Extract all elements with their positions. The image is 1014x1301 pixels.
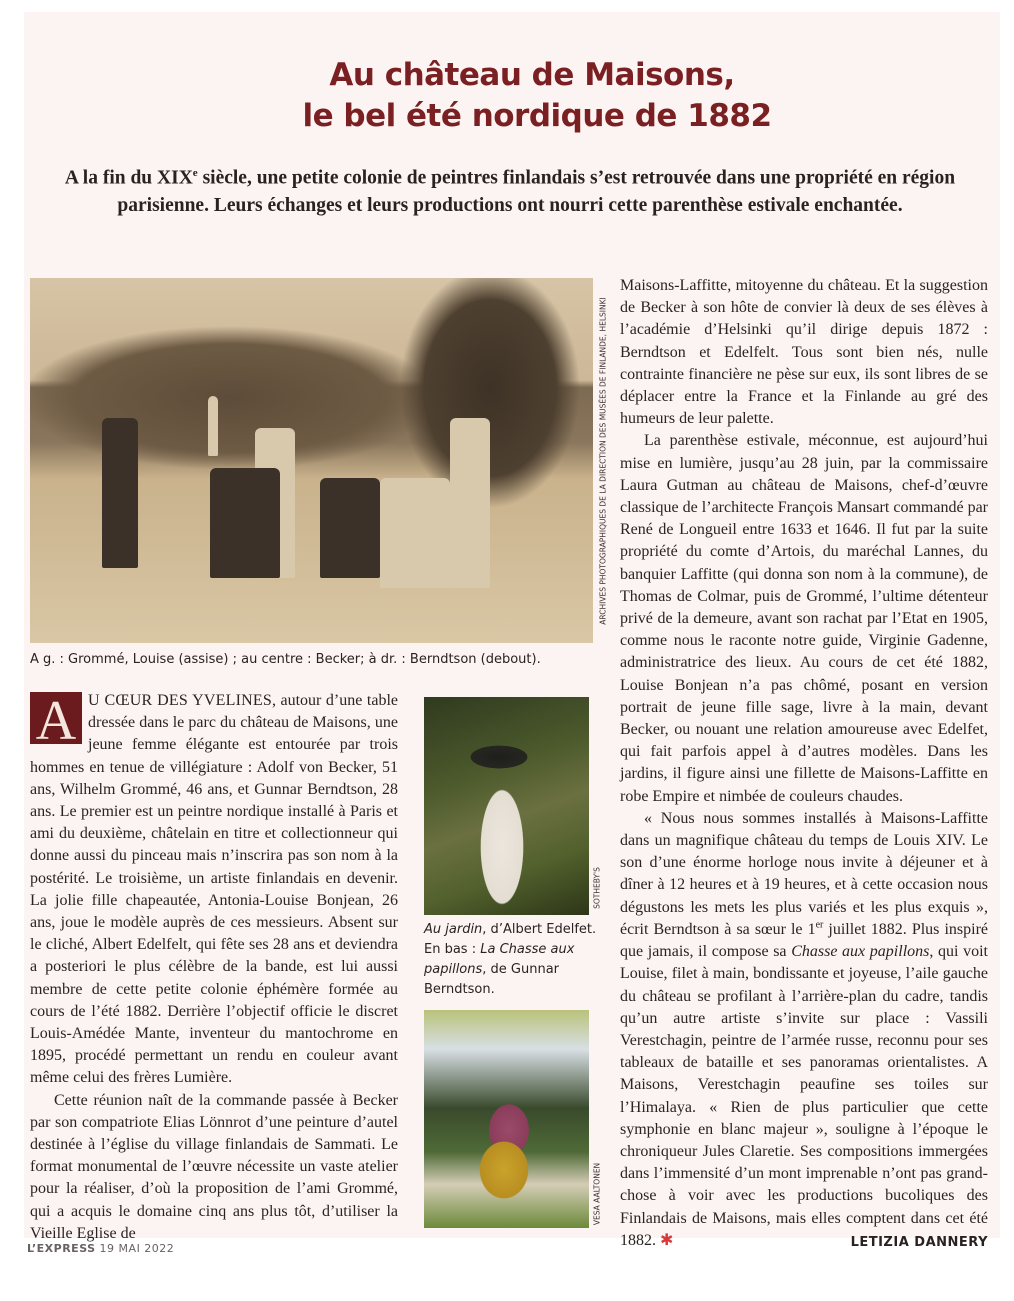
main-photo-credit-text: ARCHIVES PHOTOGRAPHIQUES DE LA DIRECTION DES MUSÉES DE FINLANDE, HELSINKI [598,296,608,625]
publication-name: L’EXPRESS [27,1242,96,1255]
caption-title-1: Au jardin [424,922,483,937]
paragraph-5-text-b: juillet 1882. Plus inspiré que jamais, il compose sa [620,920,988,961]
author-byline: LETIZIA DANNERY [850,1234,988,1250]
photo-figure-gromme [102,418,138,568]
painting-1-credit [591,860,603,915]
lede-superscript: e [192,167,198,179]
paragraph-1 [30,690,398,1090]
article-title [0,55,1014,137]
paragraph-5 [620,808,988,1252]
article-lede [40,160,980,219]
lead-caps: U CŒUR DES YVELINES [88,692,272,709]
photo-figure-louise [210,468,280,578]
lede-text-start: A la fin du [64,167,158,189]
painting-2-credit [591,1160,603,1228]
caption-title-2: La Chasse aux papillons [424,942,575,977]
painting-2-credit-text: VESA AALTONEN [592,1162,602,1226]
main-photo [30,278,593,643]
paragraph-1-text: , autour d’une table dressée dans le parc du château de Maisons, une jeune femme élégante est entourée par trois hommes en tenue de villégiature : Adolf von Becker, 51 ans, Wilhelm Grommé, 46 ans, et Gunnar Berndtson, 28 ans. Le premier est un peintre nordique installé à Paris et ami du deuxième, châtelain en titre et collectionneur qui donne aussi du pinceau mais n’inscrira pas son nom à la postérité. Le troisième, un artiste finlandais en devenir. La jolie fille chapeautée, Antonia-Louise Bonjean, 26 ans, joue le modèle auprès de ces messieurs. Absent sur le cliché, Albert Edelfelt, qui fête ses 28 ans et deviendra a posteriori le plus célèbre de la bande, est lui aussi membre de cette petite colonie éphémère formée au cours de l’été 1882. Derrière l’objectif officie le discret Louis-Amédée Mante, inventeur du mantochrome en 1895, procédé permettant un rendu en couleur avant même celui des frères Lumière. [30,692,399,1087]
publication-date: 19 MAI 2022 [95,1242,175,1255]
painting-chasse-aux-papillons [424,1010,589,1228]
caption-text-2: , de Gunnar Berndtson. [424,962,560,997]
paragraph-4: La parenthèse estivale, méconnue, est aujourd’hui mise en lumière, jusqu’au 28 juin, par la commissaire Laura Gutman au château de Maisons, chef-d’œuvre classique de l’architecte François Mansart commandé par René de Longueil entre 1633 et 1646. Il fut par la suite propriété du comte d’Artois, du maréchal Lannes, du banquier Laffitte (qui donna son nom à la commune), de Thomas de Colmar, puis de Grommé, l’ultime détenteur privé de la demeure, avant son rachat par l’Etat en 1905, comme nous le raconte notre guide, Virginie Gadenne, administratrice des lieux. Au cours de cet été 1882, Louise Bonjean n’a pas chômé, posant en version portrait de jeune fille sage, livre à la main, devant Becker, ou nouant une relation amoureuse avec Edelfet, qui fait parfois appel à d’autres modèles. Dans les jardins, il figure ainsi une fillette de Maisons-Laffitte en robe Empire et nimbée de couleurs chaudes. [620,432,988,805]
painting-title-italic: Chasse aux papillons [791,943,930,961]
photo-figure-becker [320,478,380,578]
paragraph-5-text-a: « Nous nous sommes installés à Maisons-Laffitte dans un magnifique château du temps de Louis XIV. Le son d’une énorme horloge nous invite à déjeuner et à dîner à 12 heures et à 19 heures, et à cette occasion nous dégustons les mets les plus variés et les plus exquis », écrit Berndtson à sa sœur le 1 [620,809,988,938]
body-column-right [620,275,988,1254]
photo-statue [208,396,218,456]
paragraph-3: Maisons-Laffitte, mitoyenne du château. Et la suggestion de Becker à son hôte de convier là deux de ses élèves à l’académie d’Helsinki qu’il dirige depuis 1872 : Berndtson et Edelfelt. Tous sont bien nés, nulle contrainte financière ne pèse sur eux, ils sont libres de se déplacer entre la France et la Finlande au gré des humeurs de leur palette. [620,277,988,428]
paragraph-5-text-c: , qui voit Louise, filet à main, bondissante et joyeuse, l’aile gauche du château se profilant à l’arrière-plan du cadre, tandis qu’un autre artiste s’invite sur place : Vassili Verestchagin, peintre de l’armée russe, reconnu pour ses tableaux de bataille et ses panoramas orientalistes. A Maisons, Verestchagin peaufine ses toiles sur l’Himalaya. « Rien de plus particulier que cette symphonie en blanc majeur », souligne à l’époque le chroniqueur Jules Claretie. Ses compositions immergées dans l’immensité d’un mont imprenable n’ont pas grand-chose à voir avec les productions bucoliques des Finlandais de Maisons, mais elles comptent dans cet été 1882. [620,943,988,1249]
page-footer [27,1242,174,1256]
main-photo-caption: A g. : Grommé, Louise (assise) ; au centre : Becker; à dr. : Berndtson (debout). [30,652,541,667]
title-line-1: Au château de Maisons, [329,57,735,93]
body-column-left [30,690,399,1242]
main-photo-credit [596,278,610,643]
caption-text-1: , d’Albert Edelfet. En bas : [424,922,597,957]
paintings-caption [424,920,604,1000]
superscript-er: er [815,919,824,931]
painting-au-jardin [424,697,589,915]
photo-figure-seated [380,478,450,588]
lede-century: XIX [157,167,193,189]
paragraph-2: Cette réunion naît de la commande passée à Becker par son compatriote Elias Lönnrot d’une peinture d’autel destinée à l’église du village finlandais de Sammati. Le format monumental de l’œuvre nécessite un vaste atelier pour la réaliser, d’où la proposition de l’ami Grommé, qui a acquis le domaine cinq ans plus tôt, d’utiliser la Vieille Eglise de [30,1091,398,1242]
photo-figure-berndtson [450,418,490,588]
end-mark-icon: ✱ [660,1231,674,1249]
lede-text-end: siècle, une petite colonie de peintres finlandais s’est retrouvée dans une propriété en région parisienne. Leurs échanges et leurs productions ont nourri cette parenthèse estivale enchantée. [117,167,956,216]
drop-cap: A [30,692,82,744]
title-line-2: le bel été nordique de 1882 [302,98,772,134]
painting-1-credit-text: SOTHEBY'S [592,866,602,909]
